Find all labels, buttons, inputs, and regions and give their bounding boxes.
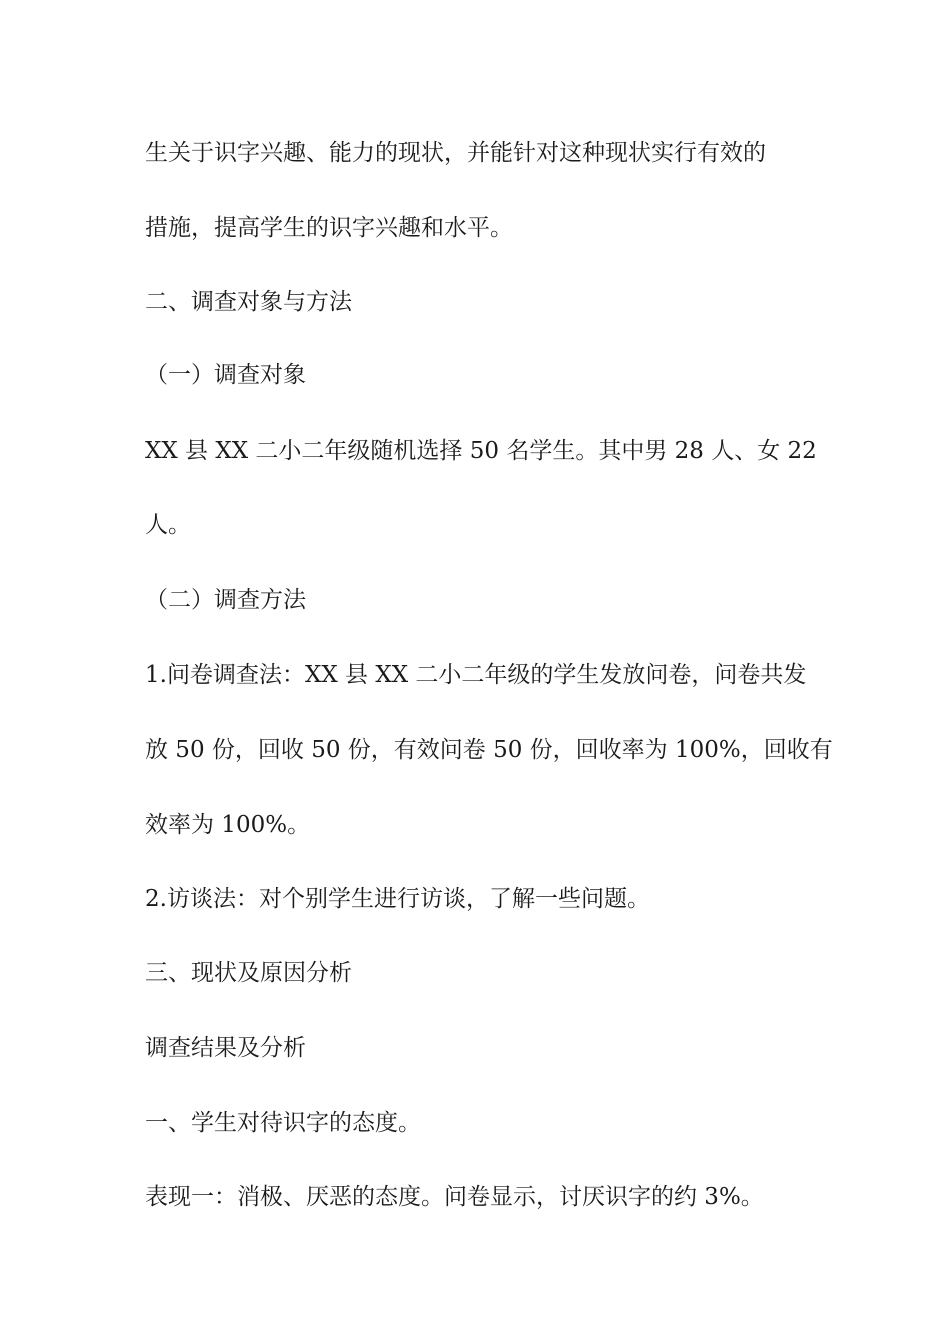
paragraph-line: 措施，提高学生的识字兴趣和水平。 bbox=[145, 215, 513, 241]
paragraph-line: 生关于识字兴趣、能力的现状，并能针对这种现状实行有效的 bbox=[145, 140, 766, 166]
paragraph-line: 表现一：消极、厌恶的态度。问卷显示，讨厌识字的约 3%。 bbox=[145, 1184, 764, 1210]
section-heading: 一、学生对待识字的态度。 bbox=[145, 1110, 421, 1136]
paragraph-line: XX 县 XX 二小二年级随机选择 50 名学生。其中男 28 人、女 22 bbox=[145, 438, 817, 464]
paragraph-line: 1.问卷调查法：XX 县 XX 二小二年级的学生发放问卷，问卷共发 bbox=[145, 662, 807, 688]
section-heading: 调查结果及分析 bbox=[145, 1035, 306, 1061]
paragraph-line: 放 50 份，回收 50 份，有效问卷 50 份，回收率为 100%，回收有 bbox=[145, 737, 833, 763]
paragraph-line: 2.访谈法：对个别学生进行访谈，了解一些问题。 bbox=[145, 886, 650, 912]
subsection-heading: （一）调查对象 bbox=[145, 362, 306, 388]
paragraph-line: 效率为 100%。 bbox=[145, 812, 311, 838]
section-heading: 二、调查对象与方法 bbox=[145, 289, 352, 315]
section-heading: 三、现状及原因分析 bbox=[145, 960, 352, 986]
paragraph-line: 人。 bbox=[145, 512, 191, 538]
subsection-heading: （二）调查方法 bbox=[145, 587, 306, 613]
